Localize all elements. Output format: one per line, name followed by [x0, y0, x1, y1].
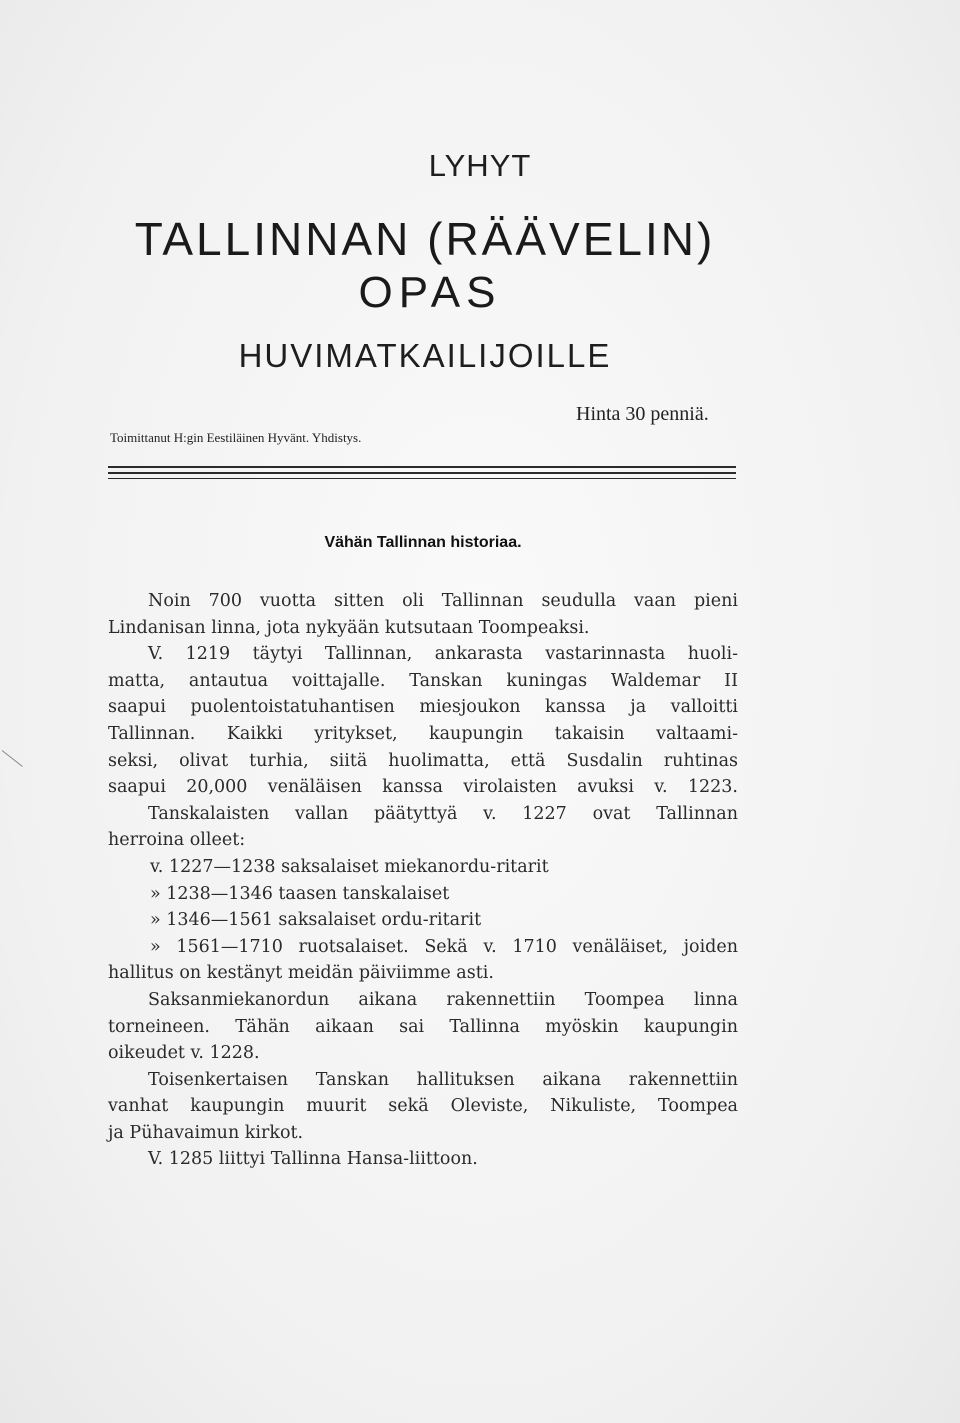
body-line: v. 1227—1238 saksalaiset miekanordu-ritarit	[150, 856, 549, 877]
body-line: Tallinnan. Kaikki yritykset, kaupungin takaisin valtaami-	[108, 723, 738, 744]
body-line: » 1238—1346 taasen tanskalaiset	[150, 883, 450, 904]
article-heading: Vähän Tallinnan historiaa.	[324, 534, 522, 551]
cover-opas: OPAS	[358, 268, 502, 317]
body-line: torneineen. Tähän aikaan sai Tallinna myöskin kaupungin	[108, 1016, 738, 1037]
body-line: saapui 20,000 venäläisen kanssa virolaisten avuksi v. 1223.	[108, 777, 738, 798]
divider-rule-thin	[108, 478, 736, 479]
body-line: Toisenkertaisen Tanskan hallituksen aikana rakennettiin	[148, 1069, 738, 1090]
divider-rule-middle	[108, 472, 736, 474]
publisher-label: Toimittanut H:gin Eestiläinen Hyvänt. Yhdistys.	[110, 430, 362, 445]
margin-mark	[2, 750, 23, 767]
body-line: ja Pühavaimun kirkot.	[108, 1122, 304, 1143]
body-line: » 1561—1710 ruotsalaiset. Sekä v. 1710 venäläiset, joiden	[150, 936, 738, 957]
body-line: herroina olleet:	[108, 830, 246, 851]
divider-rule-thick	[108, 466, 736, 468]
article-body	[108, 588, 738, 1173]
body-line: » 1346—1561 saksalaiset ordu-ritarit	[150, 910, 482, 931]
cover-title: TALLINNAN (RÄÄVELIN)	[134, 213, 716, 265]
body-line: V. 1285 liittyi Tallinna Hansa-liittoon.	[148, 1149, 478, 1170]
body-line: Lindanisan linna, jota nykyään kutsutaan Toompeaksi.	[108, 617, 590, 638]
body-line: Saksanmiekanordun aikana rakennettiin Toompea linna	[148, 989, 738, 1010]
body-line: Noin 700 vuotta sitten oli Tallinnan seudulla vaan pieni	[148, 591, 738, 611]
body-line: Tanskalaisten vallan päätyttyä v. 1227 ovat Tallinnan	[148, 803, 738, 824]
body-line: hallitus on kestänyt meidän päiviimme asti.	[108, 963, 494, 984]
body-line: saapui puolentoistatuhantisen miesjoukon kanssa ja valloitti	[108, 697, 738, 718]
body-line: V. 1219 täytyi Tallinnan, ankarasta vastarinnasta huoli-	[148, 644, 738, 665]
body-line: oikeudet v. 1228.	[108, 1043, 260, 1064]
cover-top-word: LYHYT	[428, 148, 532, 183]
body-line: matta, antautua voittajalle. Tanskan kuningas Waldemar II	[108, 670, 738, 691]
price-label: Hinta 30 penniä.	[576, 403, 709, 425]
body-line: vanhat kaupungin muurit sekä Oleviste, Nikuliste, Toompea	[108, 1096, 738, 1117]
cover-subtitle: HUVIMATKAILIJOILLE	[238, 337, 612, 374]
body-line: seksi, olivat turhia, siitä huolimatta, että Susdalin ruhtinas	[108, 750, 738, 771]
